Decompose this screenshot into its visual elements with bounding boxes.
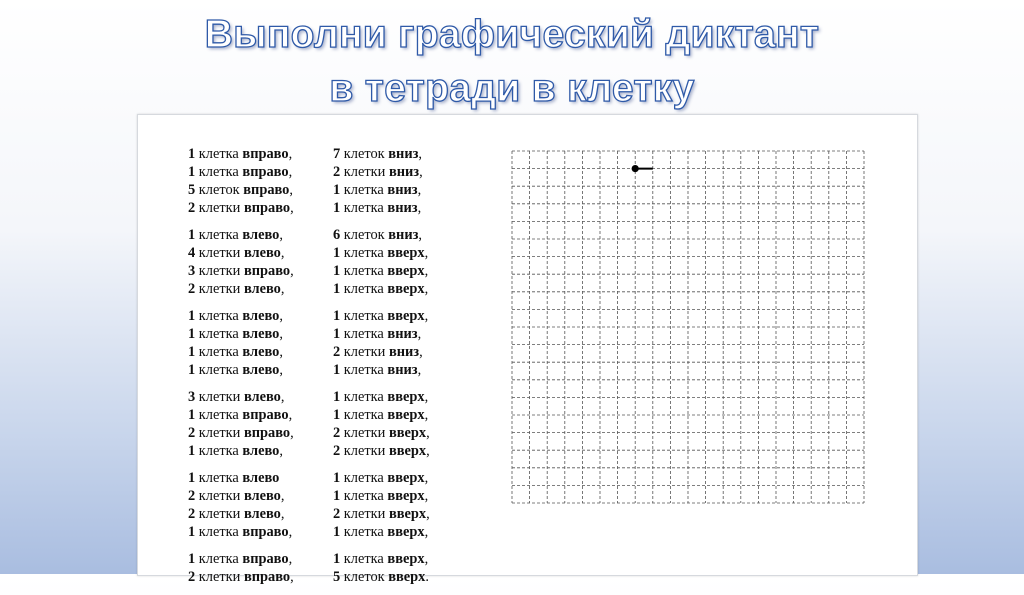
instruction-line	[188, 244, 518, 262]
step-count: 1	[333, 362, 341, 378]
step-punctuation: ,	[417, 200, 422, 216]
step-punctuation: ,	[290, 569, 294, 585]
instruction-step	[333, 568, 429, 586]
start-point-dot	[632, 165, 639, 172]
step-unit: клетка	[195, 146, 243, 162]
instruction-step	[333, 280, 428, 298]
instruction-step	[333, 424, 430, 442]
step-count: 1	[188, 308, 196, 324]
step-direction: вниз	[388, 227, 419, 243]
step-count: 2	[188, 506, 196, 522]
dictation-instructions	[188, 145, 518, 595]
instruction-step	[333, 325, 421, 343]
instruction-step	[188, 469, 279, 487]
step-unit: клетка	[195, 524, 243, 540]
step-count: 1	[333, 200, 341, 216]
step-count: 2	[188, 569, 196, 585]
step-count: 4	[188, 245, 196, 261]
step-unit: клетки	[195, 569, 244, 585]
step-direction: влево	[243, 245, 281, 261]
step-count: 1	[333, 245, 341, 261]
step-unit: клетка	[195, 227, 243, 243]
instruction-step	[188, 280, 284, 298]
step-count: 1	[188, 551, 196, 567]
instruction-line	[188, 280, 518, 298]
step-unit: клетка	[340, 326, 388, 342]
step-count: 1	[188, 326, 196, 342]
step-count: 1	[333, 524, 341, 540]
step-direction: вниз	[387, 200, 418, 216]
step-count: 1	[188, 227, 196, 243]
step-punctuation: ,	[279, 362, 283, 378]
step-unit: клетки	[195, 245, 244, 261]
step-direction: вниз	[387, 182, 418, 198]
step-direction: влево	[243, 281, 281, 297]
step-direction: вправо	[242, 407, 289, 423]
step-direction: вверх	[387, 470, 425, 486]
step-punctuation: ,	[424, 389, 429, 405]
step-count: 1	[333, 308, 341, 324]
step-punctuation: ,	[426, 443, 430, 459]
instruction-step	[333, 343, 423, 361]
instruction-step	[188, 523, 292, 541]
step-punctuation: ,	[419, 164, 423, 180]
step-punctuation: ,	[288, 164, 293, 180]
step-unit: клетки	[195, 263, 244, 279]
step-unit: клетки	[340, 425, 389, 441]
step-punctuation: ,	[288, 551, 293, 567]
step-direction: вверх	[387, 263, 425, 279]
step-count: 1	[188, 146, 196, 162]
step-direction: вверх	[388, 569, 426, 585]
step-direction: вверх	[387, 389, 425, 405]
step-count: 2	[188, 200, 196, 216]
step-direction: вправо	[242, 551, 289, 567]
instruction-step	[333, 469, 428, 487]
step-unit: клетка	[340, 245, 388, 261]
step-unit: клеток	[195, 182, 244, 198]
step-unit: клетка	[195, 326, 243, 342]
instruction-step	[333, 505, 430, 523]
step-count: 5	[333, 569, 341, 585]
title-line-1: Выполни графический диктант	[204, 13, 820, 56]
step-punctuation: ,	[424, 488, 429, 504]
instruction-step	[188, 361, 283, 379]
step-count: 2	[333, 164, 341, 180]
step-punctuation: ,	[424, 281, 429, 297]
step-count: 1	[188, 362, 196, 378]
step-count: 2	[333, 443, 341, 459]
step-direction: влево	[242, 362, 280, 378]
step-unit: клетка	[340, 281, 388, 297]
step-punctuation: ,	[424, 470, 429, 486]
step-unit: клетки	[195, 389, 244, 405]
step-unit: клетки	[340, 164, 389, 180]
step-punctuation: ,	[426, 425, 430, 441]
step-count: 1	[188, 407, 196, 423]
instruction-step	[333, 199, 421, 217]
step-punctuation: ,	[424, 308, 429, 324]
step-unit: клетки	[195, 200, 244, 216]
step-count: 1	[333, 263, 341, 279]
step-unit: клетка	[195, 362, 243, 378]
instruction-group	[188, 469, 518, 541]
instruction-step	[333, 523, 428, 541]
step-unit: клеток	[340, 146, 389, 162]
step-punctuation: ,	[424, 551, 429, 567]
instruction-line	[188, 442, 518, 460]
step-unit: клетка	[340, 362, 388, 378]
step-count: 7	[333, 146, 341, 162]
instruction-step	[333, 442, 430, 460]
step-direction: влево	[242, 344, 280, 360]
step-punctuation: ,	[418, 146, 422, 162]
step-unit: клетка	[340, 308, 388, 324]
instruction-line	[188, 469, 518, 487]
step-unit: клетки	[195, 281, 244, 297]
step-punctuation: ,	[417, 182, 422, 198]
step-count: 1	[333, 488, 341, 504]
step-unit: клетки	[340, 443, 389, 459]
step-punctuation: ,	[280, 245, 285, 261]
instruction-step	[188, 145, 292, 163]
instruction-step	[188, 343, 283, 361]
step-unit: клетка	[195, 443, 243, 459]
instruction-group	[188, 388, 518, 460]
step-punctuation: ,	[424, 245, 429, 261]
step-direction: вправо	[243, 182, 290, 198]
step-unit: клеток	[340, 227, 389, 243]
slide-title	[0, 8, 1024, 116]
instruction-step	[188, 568, 294, 586]
instruction-step	[188, 550, 292, 568]
step-punctuation: ,	[290, 200, 294, 216]
step-punctuation: ,	[424, 407, 429, 423]
instruction-step	[333, 361, 421, 379]
step-direction: вниз	[388, 344, 420, 360]
step-count: 2	[333, 344, 341, 360]
step-direction: влево	[242, 470, 280, 486]
instruction-step	[188, 442, 283, 460]
step-punctuation: ,	[280, 506, 285, 522]
step-direction: вниз	[388, 164, 420, 180]
step-direction: влево	[242, 326, 280, 342]
step-count: 2	[188, 281, 196, 297]
step-direction: вверх	[387, 281, 425, 297]
step-direction: вниз	[387, 362, 418, 378]
step-count: 5	[188, 182, 196, 198]
step-punctuation: ,	[424, 524, 429, 540]
instruction-line	[188, 262, 518, 280]
instruction-line	[188, 199, 518, 217]
title-line-2: в тетради в клетку	[329, 67, 695, 110]
instruction-step	[188, 307, 283, 325]
step-punctuation: ,	[288, 524, 293, 540]
instruction-line	[188, 343, 518, 361]
instruction-line	[188, 163, 518, 181]
step-punctuation: ,	[418, 227, 422, 243]
instruction-step	[188, 226, 283, 244]
instruction-line	[188, 487, 518, 505]
instruction-step	[188, 325, 283, 343]
step-unit: клетка	[340, 407, 388, 423]
instruction-step	[333, 487, 428, 505]
step-direction: влево	[242, 227, 280, 243]
step-direction: влево	[242, 308, 280, 324]
worksheet	[137, 114, 918, 585]
step-direction: вправо	[242, 164, 289, 180]
step-punctuation: ,	[289, 182, 293, 198]
step-unit: клетка	[195, 308, 243, 324]
instruction-step	[333, 307, 428, 325]
step-count: 2	[188, 425, 196, 441]
step-punctuation: ,	[419, 344, 423, 360]
instruction-group	[188, 226, 518, 298]
step-direction: вниз	[388, 146, 419, 162]
step-punctuation: ,	[279, 344, 283, 360]
step-punctuation: .	[425, 569, 429, 585]
step-direction: влево	[243, 389, 281, 405]
step-unit: клетка	[340, 263, 388, 279]
step-count: 1	[333, 326, 341, 342]
step-unit: клетки	[195, 488, 244, 504]
step-count: 6	[333, 227, 341, 243]
instruction-step	[188, 244, 284, 262]
instruction-group	[188, 307, 518, 379]
step-count: 1	[188, 164, 196, 180]
instruction-line	[188, 406, 518, 424]
step-punctuation: ,	[279, 227, 283, 243]
step-direction: вверх	[387, 245, 425, 261]
step-unit: клетка	[340, 182, 388, 198]
step-direction: вверх	[387, 488, 425, 504]
checkered-grid	[510, 149, 866, 515]
instruction-step	[188, 505, 284, 523]
instruction-step	[333, 550, 428, 568]
step-unit: клетка	[340, 200, 388, 216]
step-unit: клетка	[195, 551, 243, 567]
step-count: 3	[188, 263, 196, 279]
step-count: 1	[188, 470, 196, 486]
step-punctuation: ,	[279, 443, 283, 459]
instruction-step	[333, 181, 421, 199]
instruction-step	[188, 262, 294, 280]
step-count: 1	[188, 443, 196, 459]
step-unit: клетки	[340, 506, 389, 522]
instruction-group	[188, 550, 518, 586]
step-direction: влево	[243, 506, 281, 522]
step-unit: клетка	[195, 344, 243, 360]
step-unit: клетки	[195, 425, 244, 441]
instruction-line	[188, 568, 518, 586]
step-direction: вверх	[387, 524, 425, 540]
instruction-step	[188, 487, 284, 505]
step-count: 1	[188, 524, 196, 540]
step-unit: клетки	[195, 506, 244, 522]
step-direction: вверх	[387, 551, 425, 567]
step-unit: клетка	[340, 551, 388, 567]
step-unit: клеток	[340, 569, 389, 585]
instruction-step	[188, 199, 294, 217]
step-count: 1	[333, 389, 341, 405]
step-direction: вправо	[242, 524, 289, 540]
instruction-line	[188, 307, 518, 325]
step-count: 1	[333, 182, 341, 198]
step-punctuation: ,	[280, 488, 285, 504]
step-direction: вправо	[243, 425, 291, 441]
step-unit: клетка	[340, 524, 388, 540]
instruction-step	[333, 163, 423, 181]
step-punctuation: ,	[290, 425, 294, 441]
instruction-group	[188, 145, 518, 217]
step-punctuation: ,	[279, 308, 283, 324]
step-direction: вправо	[243, 200, 291, 216]
step-direction: вверх	[388, 425, 427, 441]
step-direction: влево	[243, 488, 281, 504]
instruction-step	[188, 406, 292, 424]
step-count: 1	[333, 281, 341, 297]
instruction-step	[333, 244, 428, 262]
instruction-line	[188, 325, 518, 343]
step-direction: вверх	[388, 506, 427, 522]
instruction-line	[188, 361, 518, 379]
instruction-line	[188, 181, 518, 199]
step-unit: клетка	[340, 470, 388, 486]
instruction-step	[333, 226, 422, 244]
step-unit: клетка	[340, 389, 388, 405]
step-direction: влево	[242, 443, 280, 459]
instruction-step	[333, 406, 428, 424]
step-direction: вверх	[388, 443, 427, 459]
step-punctuation: ,	[280, 389, 285, 405]
step-unit: клетка	[195, 164, 243, 180]
step-punctuation: ,	[290, 263, 294, 279]
step-unit: клетка	[195, 407, 243, 423]
step-count: 1	[188, 344, 196, 360]
step-unit: клетки	[340, 344, 389, 360]
step-direction: вправо	[242, 146, 289, 162]
step-direction: вниз	[387, 326, 418, 342]
step-punctuation: ,	[279, 326, 283, 342]
instruction-line	[188, 388, 518, 406]
step-count: 1	[333, 470, 341, 486]
instruction-step	[333, 145, 422, 163]
step-count: 3	[188, 389, 196, 405]
instruction-line	[188, 505, 518, 523]
step-count: 2	[333, 506, 341, 522]
step-direction: вправо	[243, 569, 291, 585]
step-count: 2	[333, 425, 341, 441]
instruction-line	[188, 550, 518, 568]
instruction-step	[188, 424, 294, 442]
step-punctuation: ,	[417, 326, 422, 342]
instruction-step	[333, 262, 428, 280]
step-unit: клетка	[340, 488, 388, 504]
step-direction: вверх	[387, 308, 425, 324]
instruction-line	[188, 424, 518, 442]
instruction-step	[188, 163, 292, 181]
step-unit: клетка	[195, 470, 243, 486]
step-punctuation: ,	[424, 263, 429, 279]
instruction-line	[188, 145, 518, 163]
step-count: 1	[333, 551, 341, 567]
step-direction: вверх	[387, 407, 425, 423]
step-direction: вправо	[243, 263, 291, 279]
instruction-line	[188, 226, 518, 244]
instruction-step	[333, 388, 428, 406]
instruction-line	[188, 523, 518, 541]
step-punctuation: ,	[288, 407, 293, 423]
instruction-step	[188, 181, 293, 199]
step-punctuation: ,	[288, 146, 293, 162]
step-punctuation: ,	[426, 506, 430, 522]
step-count: 2	[188, 488, 196, 504]
step-count: 1	[333, 407, 341, 423]
step-punctuation: ,	[417, 362, 422, 378]
instruction-step	[188, 388, 284, 406]
step-punctuation: ,	[280, 281, 285, 297]
